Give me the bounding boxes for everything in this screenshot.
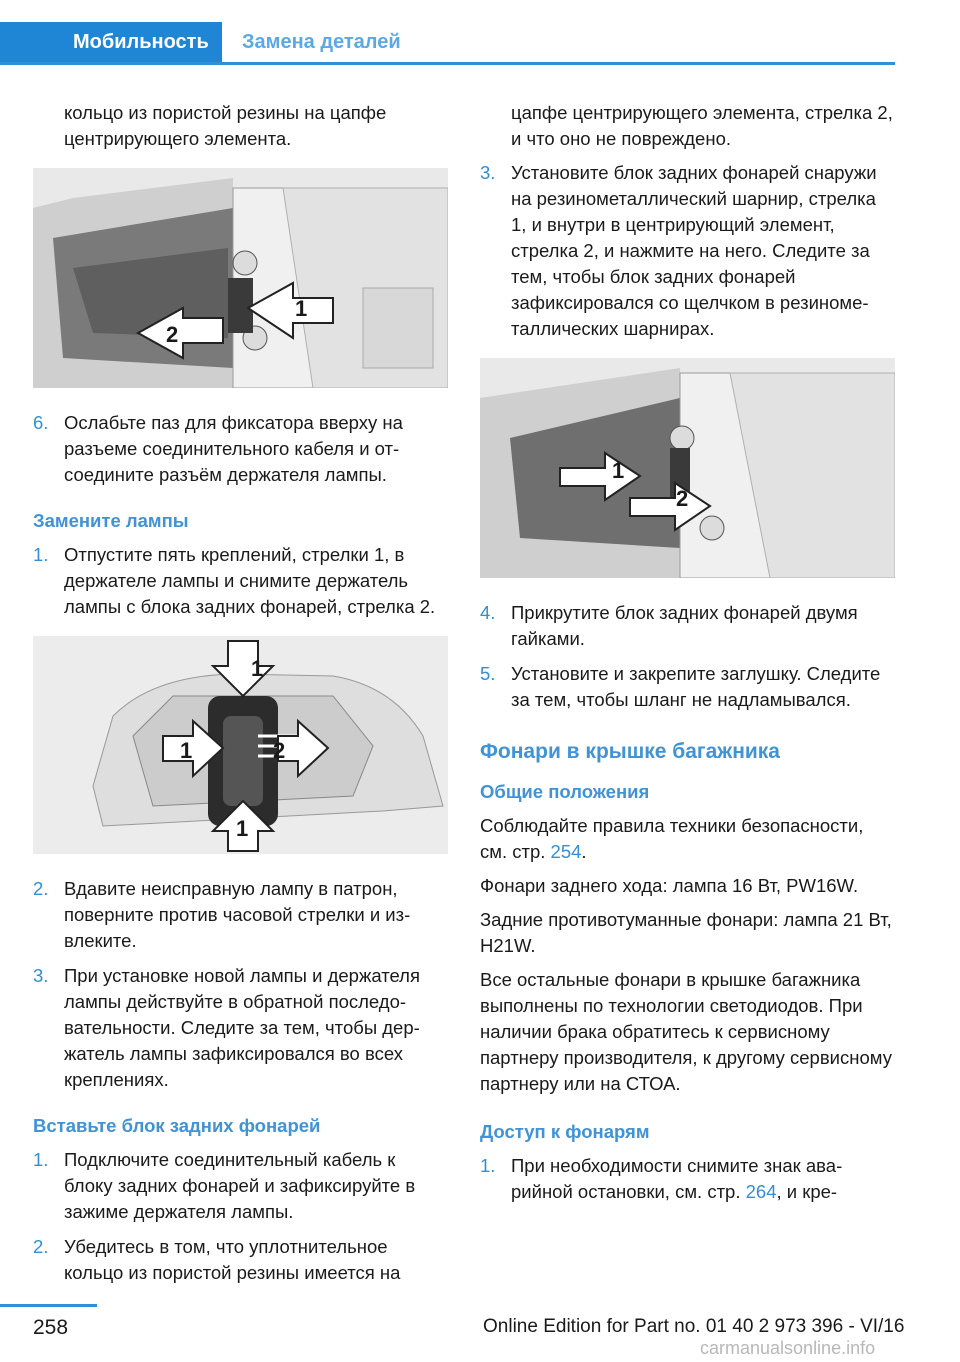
section-tab-mobility[interactable]: Мобильность [0,22,222,62]
tail-light-illustration-1 [33,168,448,388]
heading-replace-lamps: Замените лампы [33,510,189,531]
arrow-label-top: 1 [251,656,264,681]
step-number: 2. [33,1236,49,1257]
reversing-lights-text: Фонари заднего хода: лампа 16 Вт, PW16W. [480,875,859,896]
step-text-end: , и кре- [776,1181,838,1202]
header-bar [0,22,895,65]
step-text: Установите и закрепите заглушку. Следите за тем, чтобы шланг не надламывался. [511,663,881,710]
step-number: 3. [33,965,49,986]
step-number: 4. [480,602,496,623]
arrow-label-1: 1 [612,458,625,483]
figure-tail-light-install [480,358,895,578]
replace-step-3 [33,963,448,1093]
heading-trunk-lights: Фонари в крышке багажника [480,740,780,763]
tail-light-illustration-2 [480,358,895,578]
step-number: 2. [33,878,49,899]
step-6 [33,410,448,488]
step-4 [480,600,895,652]
left-column [33,100,448,1295]
step-text: При необходимости снимите знак аварийной остановки, см. стр. [511,1155,843,1202]
step-text: Ослабьте паз для фиксатора вверху на разъеме соединительного кабеля и отсоедините разъём держателя лампы. [64,412,403,485]
heading-general: Общие положения [480,781,650,802]
step-5 [480,661,895,713]
step-number: 1. [33,1149,49,1170]
step-3 [480,160,895,342]
step-text: При установке новой лампы и держателя лампы действуйте в обратной последовательности. Следите за тем, чтобы держатель лампы зафиксировался во всех креплениях. [64,965,420,1090]
step-text: Отпустите пять креплений, стрелки 1, в держателе лампы и снимите держатель лампы с блока задних фонарей, стрелка 2. [64,544,436,617]
arrow-label-2: 2 [166,322,179,347]
step-number: 5. [480,663,496,684]
intro-text: кольцо из пористой резины на цапфе центрирующего элемента. [64,102,387,149]
watermark: carmanualsonline.info [700,1338,876,1358]
page-number: 258 [33,1316,69,1339]
step-text: Подключите соединительный кабель к блоку задних фонарей и зафиксируйте в зажиме держателя лампы. [64,1149,416,1222]
step-text: Убедитесь в том, что уплотнительное кольцо из пористой резины имеется на [64,1236,401,1283]
arrow-label-left: 1 [180,738,193,763]
step-number: 1. [480,1155,496,1176]
safety-text: Соблюдайте правила техники безопасности, см. стр. [480,815,864,862]
replace-step-2 [33,876,448,954]
right-column [480,100,895,1214]
safety-text-end: . [581,841,587,862]
figure-lamp-holder [33,636,448,854]
arrow-label-bottom: 1 [236,816,249,841]
led-lights-text: Все остальные фонари в крышке багажника выполнены по технологии светодиодов. При наличии брака обратитесь к сервисному партнеру производителя, к другому сервисному партнеру или на СТОА. [480,969,892,1094]
edition-info: Online Edition for Part no. 01 40 2 973 396 - VI/16 [483,1316,905,1337]
fog-lights-text: Задние противотуманные фонари: лампа 21 Вт, H21W. [480,909,892,956]
footer-accent-line [0,1304,97,1307]
continued-text: цапфе центрирующего элемента, стрелка 2, и что оно не повреждено. [511,102,893,149]
heading-insert-tail-light: Вставьте блок задних фонарей [33,1115,321,1136]
arrow-label-1: 1 [295,296,308,321]
arrow-label-right: 2 [273,738,286,763]
step-number: 1. [33,544,49,565]
section-tab-parts-replacement[interactable]: Замена деталей [242,31,401,53]
replace-step-1 [33,542,448,620]
access-step-1 [480,1153,895,1205]
step-text: Установите блок задних фонарей снаружи на резинометаллический шарнир, стрелка 1, и внутри в центрирующий элемент, стрелка 2, и нажмите на него. Следите за тем, чтобы блок задних фонарей зафиксировался со щелчком в резинометаллических шарнирах. [511,162,877,339]
step-text: Вдавите неисправную лампу в патрон, поверните против часовой стрелки и извлеките. [64,878,411,951]
insert-step-1 [33,1147,448,1225]
page-link-264[interactable]: 264 [745,1181,777,1202]
figure-tail-light-removal [33,168,448,388]
arrow-label-2: 2 [676,486,689,511]
heading-access-lights: Доступ к фонарям [480,1121,650,1142]
step-text: Прикрутите блок задних фонарей двумя гайками. [511,602,858,649]
step-number: 3. [480,162,496,183]
page-link-254[interactable]: 254 [550,841,582,862]
insert-step-2 [33,1234,448,1286]
general-safety-text [480,813,895,865]
step-number: 6. [33,412,49,433]
